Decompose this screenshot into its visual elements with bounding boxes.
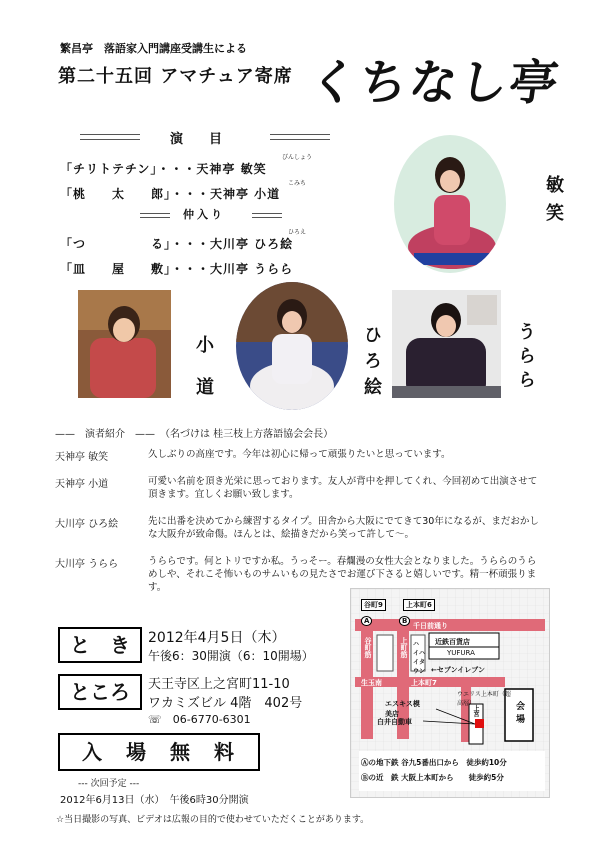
next-heading: --- 次回予定 --- [78, 779, 140, 789]
program-item: 「皿 屋 敷」・・・大川亭 うらら [60, 262, 294, 276]
ruby: びんしょう [282, 154, 313, 161]
program-heading: 演 目 [170, 132, 223, 147]
map-seven: ←セブンイレブン [431, 666, 485, 674]
road-sennichimae [355, 619, 545, 631]
nakairi-right-bar [252, 213, 282, 218]
name-urara: うらら [515, 322, 536, 394]
map-kintetsu: 近鉄百貨店 [435, 638, 470, 646]
next-date: 2012年6月13日（水） 午後6時30分開演 [60, 795, 249, 806]
map-yufura: YUFURA [447, 649, 475, 657]
intro-heading: —— 演者紹介 —— （名づけは 桂三枝上方落語協会会長） [55, 429, 334, 440]
photo-komichi [78, 290, 171, 398]
map-westin: ウエリス上本町（超高層） [457, 691, 511, 707]
map-venue: 会場 [514, 701, 524, 727]
intro-name: 大川亭 うらら [55, 559, 119, 570]
intro-text: うららです。何とトリですか私。うっそー。春爛漫の女性大会となりました。うららのうらめしや、それこそ怖いものサムいもの見たさでお運び下さると嬉しいです。精一杯頑張ります。 [148, 556, 537, 593]
event-date: 2012年4月5日（木） [148, 630, 286, 646]
map-haihai: ハイハイタウン [413, 641, 426, 675]
event-time: 午後6：30開演（6：10開場） [148, 649, 314, 663]
admission-free: 入 場 無 料 [58, 733, 260, 771]
map-tanimachi9: 谷町9 [361, 599, 386, 611]
map-station-b: B [399, 616, 410, 626]
intro-text: 久しぶりの高座です。今年は初心に帰って頑張りたいと思っています。 [148, 449, 451, 460]
intro-name: 天神亭 敏笑 [55, 452, 109, 463]
access-map [350, 588, 550, 798]
ruby: こみち [288, 180, 307, 187]
venue-marker [475, 719, 484, 728]
venue-tel: ☏ 06-6770-6301 [148, 713, 251, 726]
photo-hiroe [236, 282, 348, 410]
map-uemachisuji: 上町筋 [400, 637, 408, 658]
name-hiroe: ひろ絵 [361, 325, 382, 403]
photo-urara [392, 290, 501, 398]
venue-building: ワカミズビル 4階 402号 [148, 696, 303, 711]
venue-address: 天王寺区上之宮町11-10 [148, 677, 290, 692]
when-label: と き [58, 627, 142, 663]
map-uehon: 上宮 [472, 705, 479, 717]
photo-binsho [394, 135, 506, 273]
map-tanimachisuji: 谷町筋 [364, 637, 372, 658]
name-komichi: 小道 [193, 335, 214, 419]
map-ikutamaminami: 生玉南 [361, 679, 382, 687]
program-item: 「桃 太 郎」・・・天神亭 小道 [60, 187, 281, 201]
intro-name: 大川亭 ひろ絵 [55, 519, 119, 530]
intro-text: 可愛い名前を頂き光栄に思っております。友人が背中を押してくれ、今回初めて出演させて頂きます。宜しくお願い致します。 [148, 476, 538, 500]
header-subtitle: 繁昌亭 落語家入門講座受講生による [60, 42, 247, 55]
intro-name: 天神亭 小道 [55, 479, 109, 490]
map-uehonmachi6: 上本町6 [403, 599, 435, 611]
where-label: ところ [58, 674, 142, 710]
event-title: 第二十五回 アマチュア寄席 [58, 66, 293, 87]
footer-note: ☆当日撮影の写真、ビデオは広報の目的で使わせていただくことがあります。 [56, 815, 370, 825]
map-shirai: 白井自動車 [377, 718, 412, 726]
program-item: 「つ る」・・・大川亭 ひろ絵 [60, 237, 294, 251]
map-sennichimae: 千日前通り [413, 622, 448, 630]
event-name-logo: くちなし亭 [305, 55, 564, 111]
map-access-b: Ⓑの近 鉄 大阪上本町から 徒歩約5分 [361, 773, 504, 782]
name-binsho: 敏笑 [543, 175, 564, 231]
intro-text: 先に出番を決めてから練習するタイプ。田舎から大阪にでてきて30年になるが、まだおかしな大阪弁が致命傷。ほんとは、絵描きだから笑って許して〜。 [148, 516, 539, 540]
map-esquisse: エスキス模美店 [385, 700, 420, 718]
map-access-a: Ⓐの地下鉄 谷九5番出口から 徒歩約10分 [361, 758, 507, 767]
ruby: ひろえ [288, 229, 307, 236]
map-station-a: A [361, 616, 372, 626]
nakairi: 仲入り [183, 208, 225, 221]
nakairi-left-bar [140, 213, 170, 218]
program-item: 「チリトテチン」・・・天神亭 敏笑 [60, 162, 267, 176]
map-uehonmachi7: 上本町7 [411, 679, 437, 687]
